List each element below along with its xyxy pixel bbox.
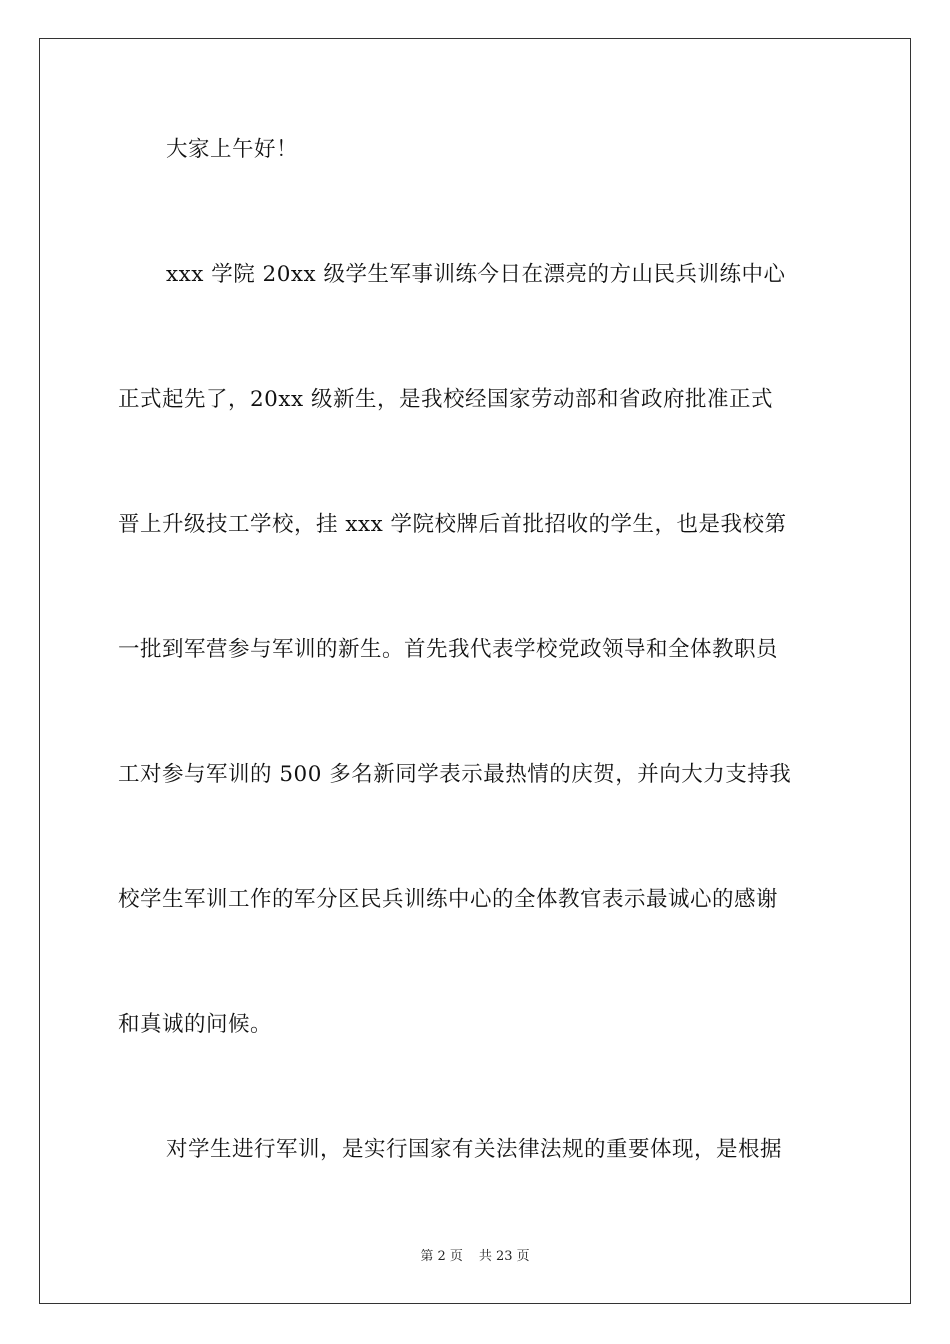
page-number: 第 2 页 — [420, 1249, 463, 1264]
text-line-greeting: 大家上午好！ — [166, 137, 299, 162]
text-line: 校学生军训工作的军分区民兵训练中心的全体教官表示最诚心的感谢 — [118, 887, 779, 912]
text-line: 正式起先了，20xx 级新生，是我校经国家劳动部和省政府批准正式 — [118, 387, 773, 412]
text-line: 对学生进行军训，是实行国家有关法律法规的重要体现，是根据 — [166, 1137, 783, 1162]
page-border — [39, 38, 911, 1304]
page-total: 共 23 页 — [478, 1249, 530, 1264]
text-line: 晋上升级技工学校，挂 xxx 学院校牌后首批招收的学生，也是我校第 — [118, 512, 787, 537]
text-line: xxx 学院 20xx 级学生军事训练今日在漂亮的方山民兵训练中心 — [166, 262, 786, 287]
text-line: 和真诚的问候。 — [118, 1012, 273, 1037]
page-footer — [0, 1248, 950, 1266]
text-line: 一批到军营参与军训的新生。首先我代表学校党政领导和全体教职员 — [118, 637, 779, 662]
text-line: 工对参与军训的 500 多名新同学表示最热情的庆贺，并向大力支持我 — [118, 762, 792, 787]
